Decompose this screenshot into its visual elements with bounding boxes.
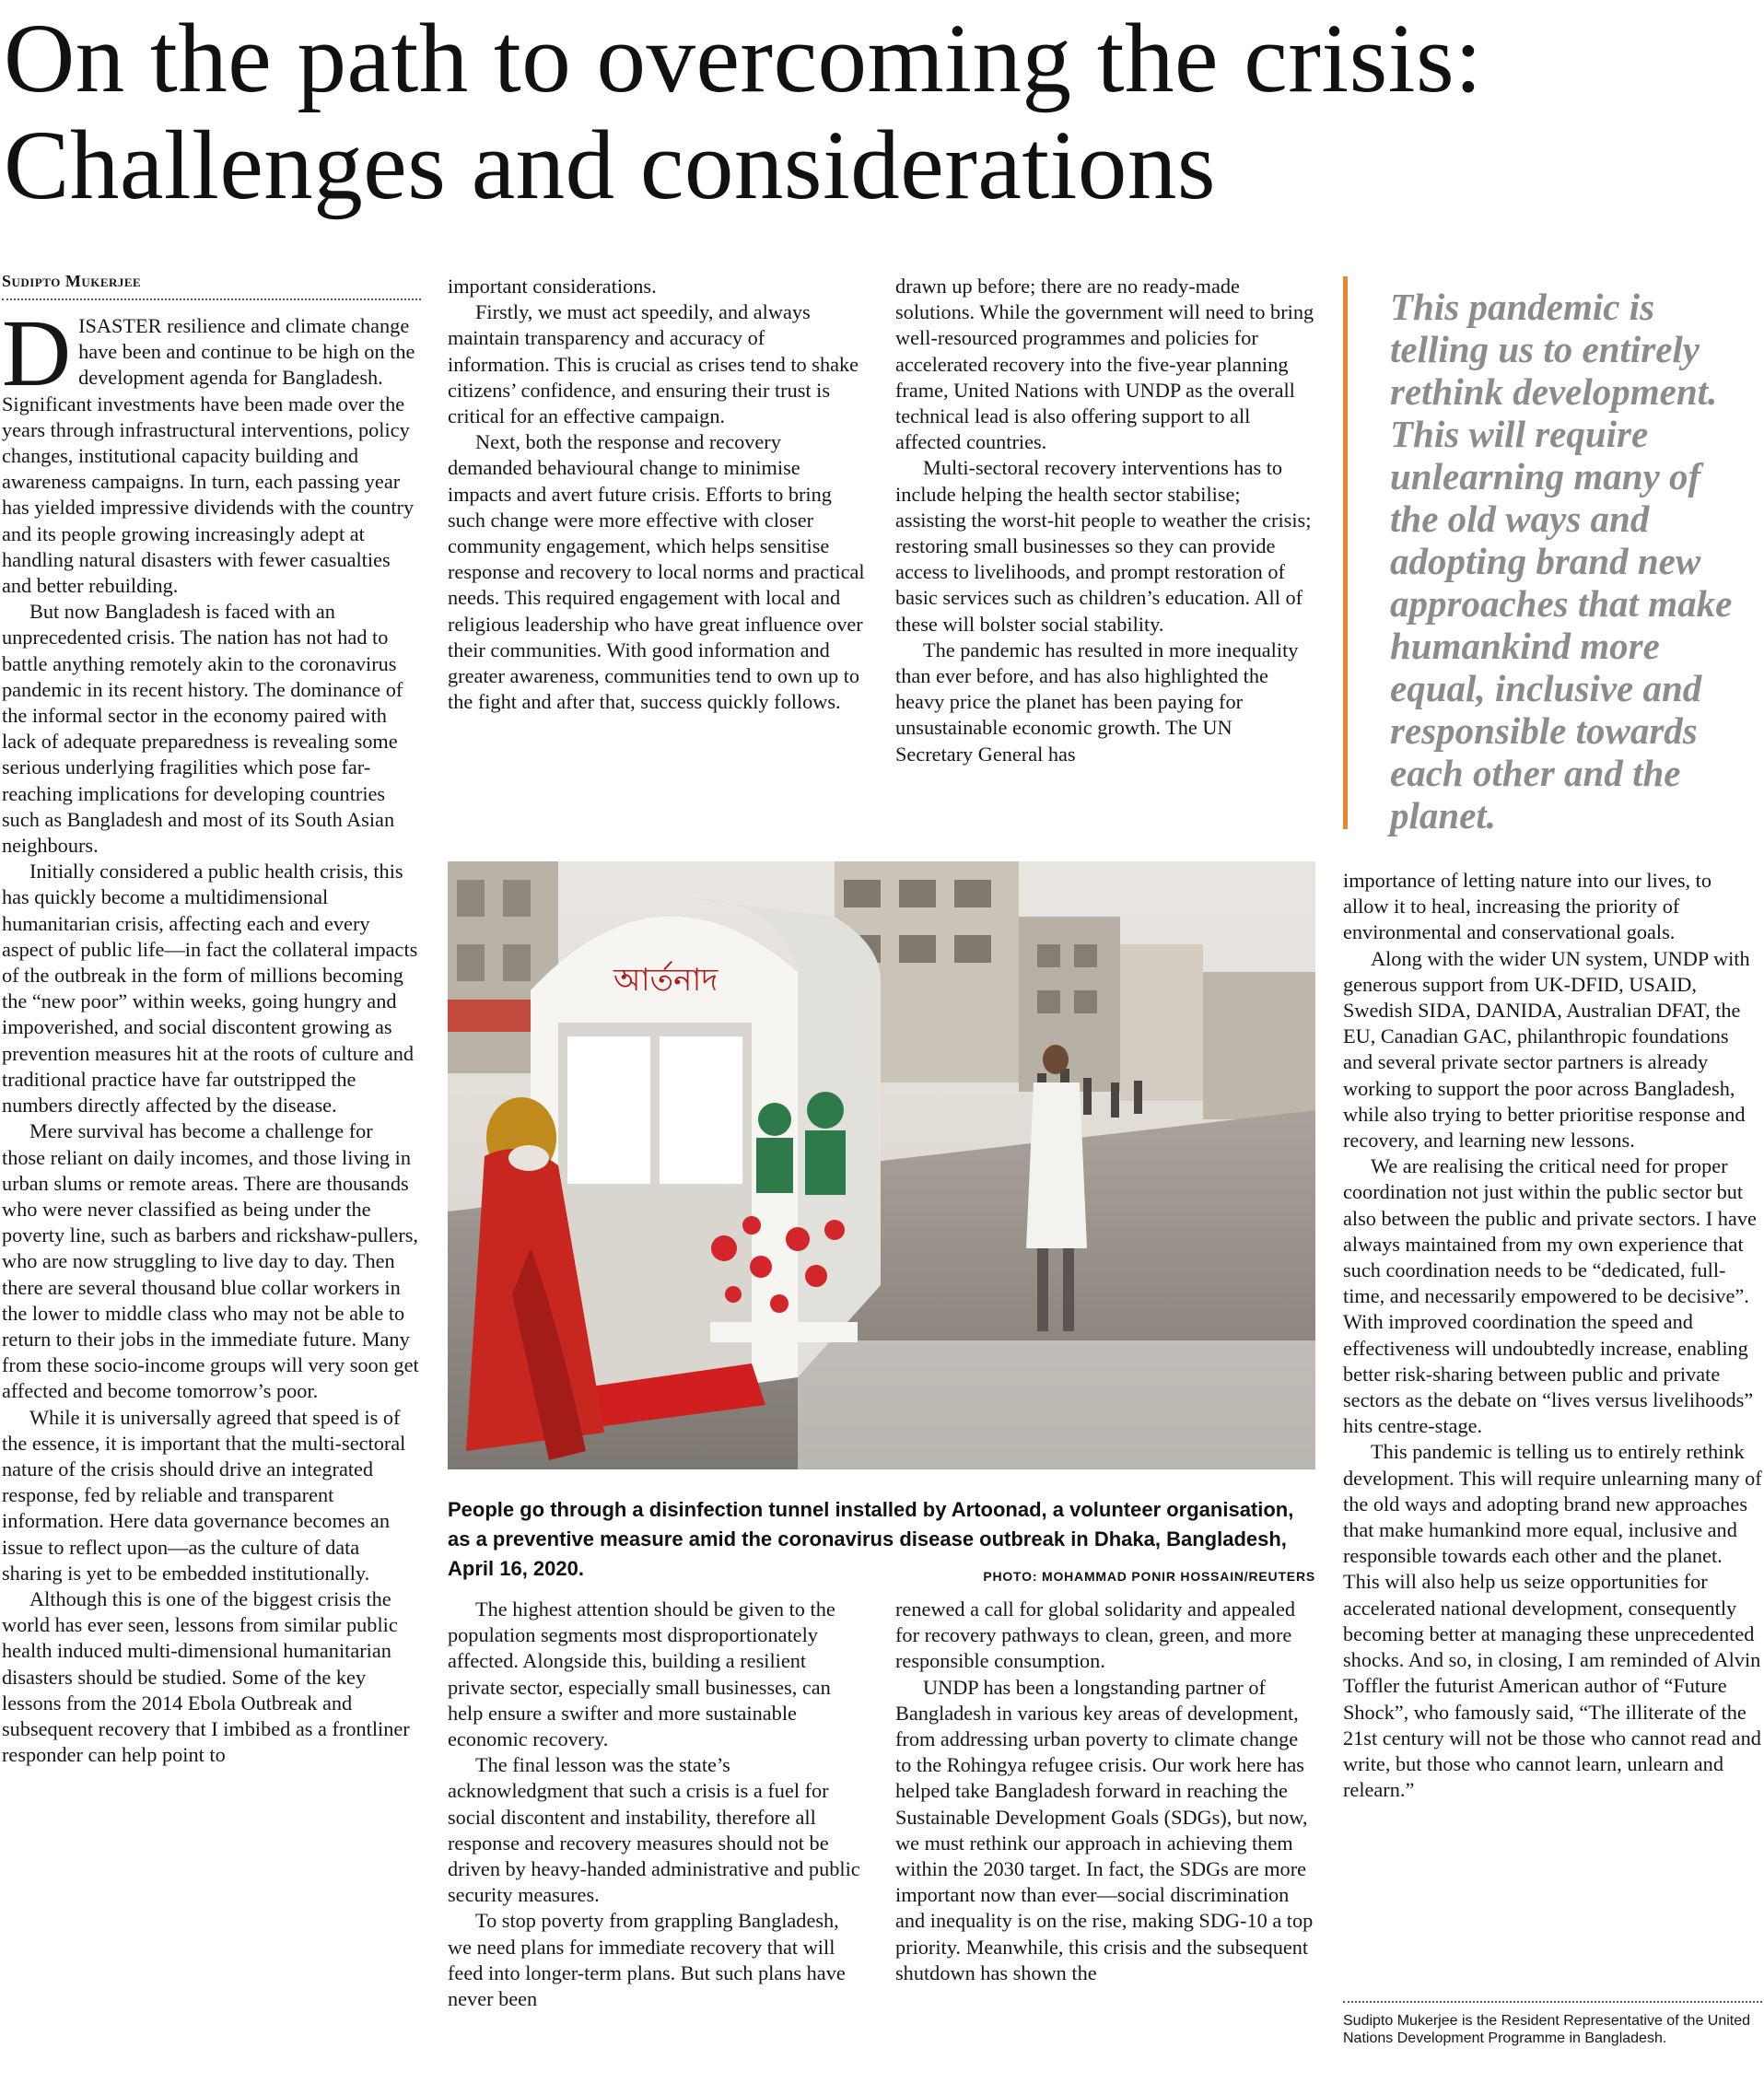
column-4 <box>1343 868 1762 1803</box>
headline: On the path to overcoming the crisis: Challenges and considerations <box>4 5 1483 220</box>
paragraph: important considerations. <box>448 275 657 298</box>
paragraph: We are realising the critical need for proper coordination not just within the public sector but also between the public and private sectors. I have always maintained from my own experience that such coordination needs to be “dedicated, full-time, and necessarily empowered to be decisive”. With improved coordination the speed and effectiveness will undoubtedly increase, enabling better risk-sharing between public and private sectors as the debate on “lives versus livelihoods” hits centre-stage. <box>1343 1154 1757 1438</box>
paragraph: Initially considered a public health crisis, this has quickly become a multidimensional humanitarian crisis, affecting each and every aspect of public life—in fact the collateral impacts of the outbreak in the form of millions becoming the “new poor” within weeks, going hungry and impoverished, and social discontent growing as prevention measures hit at the roots of culture and traditional practice have far outstripped the numbers directly affected by the disease. <box>2 860 418 1118</box>
paragraph: drawn up before; there are no ready-made solutions. While the government will need to bring well-resourced programmes and policies for accelerated recovery into the five-year planning frame, United Nations with UNDP as the overall technical lead is also offering support to all affected countries. <box>895 275 1314 454</box>
paragraph: Mere survival has become a challenge for those reliant on daily incomes, and those living in urban slums or remote areas. There are thousands who were never classified as being under the poverty line, such as barbers and rickshaw-pullers, who are now struggling to live day to day. Then there are several thousand blue collar workers in the lower to middle class who may not be able to return to their jobs in the immediate future. Many from these socio-income groups will very soon get affected and become tomorrow’s poor. <box>2 1119 419 1403</box>
column-3-bottom <box>895 1597 1314 1986</box>
paragraph: renewed a call for global solidarity and appealed for recovery pathways to clean, green, and more responsible consumption. <box>895 1597 1295 1673</box>
pull-quote: This pandemic is telling us to entirely rethink development. This will require unlearning many of the old ways and adopting brand new approaches that make humankind more equal, inclusive and responsible towards each other and the planet. <box>1343 276 1758 829</box>
paragraph: importance of letting nature into our lives, to allow it to heal, increasing the priority of environmental and conservational goals. <box>1343 869 1712 944</box>
paragraph: Multi-sectoral recovery interventions has to include helping the health sector stabilise; assisting the worst-hit people to weather the crisis; restoring small businesses so they can provide access to livelihoods, and prompt restoration of basic services such as children’s education. All of these will bolster social stability. <box>895 456 1312 636</box>
paragraph: While it is universally agreed that speed is of the essence, it is important that the multi-sectoral nature of the crisis should drive an integrated response, fed by reliable and transparent information. Here data governance becomes an issue to reflect upon—as the culture of data sharing is yet to be embedded institutionally. <box>2 1405 406 1585</box>
photo-caption <box>448 1495 1315 1591</box>
paragraph: UNDP has been a longstanding partner of Bangladesh in various key areas of development, from addressing urban poverty to climate change to the Rohingya refugee crisis. Our work here has helped take Bangladesh forward in reaching the Sustainable Development Goals (SDGs), but now, we must rethink our approach in achieving them within the 2030 target. In fact, the SDGs are more important now than ever—social discrimination and inequality is on the rise, making SDG-10 a top priority. Meanwhile, this crisis and the subsequent shutdown has shown the <box>895 1675 1314 1984</box>
paragraph: Along with the wider UN system, UNDP with generous support from UK-DFID, USAID, Swedish SIDA, DANIDA, Australian DFAT, the EU, Canadian GAC, philanthropic foundations and several private sector partners is already working to support the poor across Bangladesh, while also trying to better prioritise response and recovery, and learning new lessons. <box>1343 946 1750 1153</box>
drop-cap: D <box>2 300 72 406</box>
column-1 <box>2 300 421 1768</box>
paragraph: Although this is one of the biggest crisis the world has ever seen, lessons from similar public health induced multi-dimensional humanitarian disasters should be studied. Some of the key lessons from the 2014 Ebola Outbreak and subsequent recovery that I imbibed as a frontliner responder can help point to <box>2 1586 410 1767</box>
tunnel-sign-text: আর্তনাদ <box>613 962 718 999</box>
caption-text: People go through a disinfection tunnel installed by Artoonad, a volunteer organisation, as a preventive measure amid the coronavirus disease outbreak in Dhaka, Bangladesh, April 16, 2020. <box>448 1498 1294 1580</box>
column-3-top <box>895 274 1314 767</box>
photo-credit: PHOTO: MOHAMMAD PONIR HOSSAIN/REUTERS <box>983 1569 1315 1584</box>
paragraph: The highest attention should be given to the population segments most disproportionately affected. Alongside this, building a resilient private sector, especially small businesses, can help ensure a swifter and more sustainable economic recovery. <box>448 1597 835 1751</box>
paragraph: Next, both the response and recovery demanded behavioural change to minimise impacts and avert future crisis. Efforts to bring such change were more effective with closer community engagement, which helps sensitise response and recovery to local norms and practical needs. This required engagement with local and religious leadership who have great influence over their communities. With good information and greater awareness, communities tend to own up to the fight and after that, success quickly follows. <box>448 430 865 714</box>
paragraph-text: ISASTER resilience and climate change have been and continue to be high on the development agenda for Bangladesh. Significant investments have been made over the years through infrastructural interventions, policy changes, institutional capacity building and awareness campaigns. In turn, each passing year has yielded impressive dividends with the country and its people growing increasingly adept at handling natural disasters with fewer casualties and better rebuilding. <box>2 314 415 598</box>
author-bio: Sudipto Mukerjee is the Resident Representative of the United Nations Development Programme in Bangladesh. <box>1343 2001 1762 2047</box>
column-2-bottom <box>448 1597 867 2012</box>
paragraph: Firstly, we must act speedily, and always maintain transparency and accuracy of information. This is crucial as crises tend to shake citizens’ confidence, and ensuring their trust is critical for an effective campaign. <box>448 300 859 428</box>
paragraph: But now Bangladesh is faced with an unprecedented crisis. The nation has not had to battle anything remotely akin to the coronavirus pandemic in its recent history. The dominance of the informal sector in the economy paired with lack of adequate preparedness is revealing some serious underlying fragilities which pose far-reaching implications for developing countries such as Bangladesh and most of its South Asian neighbours. <box>2 600 403 858</box>
paragraph: The final lesson was the state’s acknowledgment that such a crisis is a fuel for social discontent and instability, therefore all response and recovery measures should not be driven by heavy-handed administrative and public security measures. <box>448 1753 860 1907</box>
column-2-top <box>448 274 867 715</box>
paragraph: This pandemic is telling us to entirely rethink development. This will require unlearning many of the old ways and adopting brand new approaches that make humankind more equal, inclusive and responsible towards each other and the planet. This will also help us seize opportunities for accelerated national development, consequently becoming better at managing these unprecedented shocks. And so, in closing, I am reminded of Alvin Toffler the futurist American author of “Future Shock”, who famously said, “The illiterate of the 21st century will not be those who cannot read and write, but those who cannot learn, unlearn and relearn.” <box>1343 1440 1762 1802</box>
disinfection-tunnel-illustration <box>448 861 1315 1469</box>
paragraph: The pandemic has resulted in more inequality than ever before, and has also highlighted the heavy price the planet has been paying for unsustainable economic growth. The UN Secretary General has <box>895 638 1299 766</box>
byline: Sudipto Mukerjee <box>2 272 421 300</box>
paragraph <box>2 300 421 599</box>
paragraph: To stop poverty from grappling Bangladesh, we need plans for immediate recovery that will feed into longer-term plans. But such plans have never been <box>448 1909 846 2011</box>
news-photo <box>448 861 1315 1469</box>
